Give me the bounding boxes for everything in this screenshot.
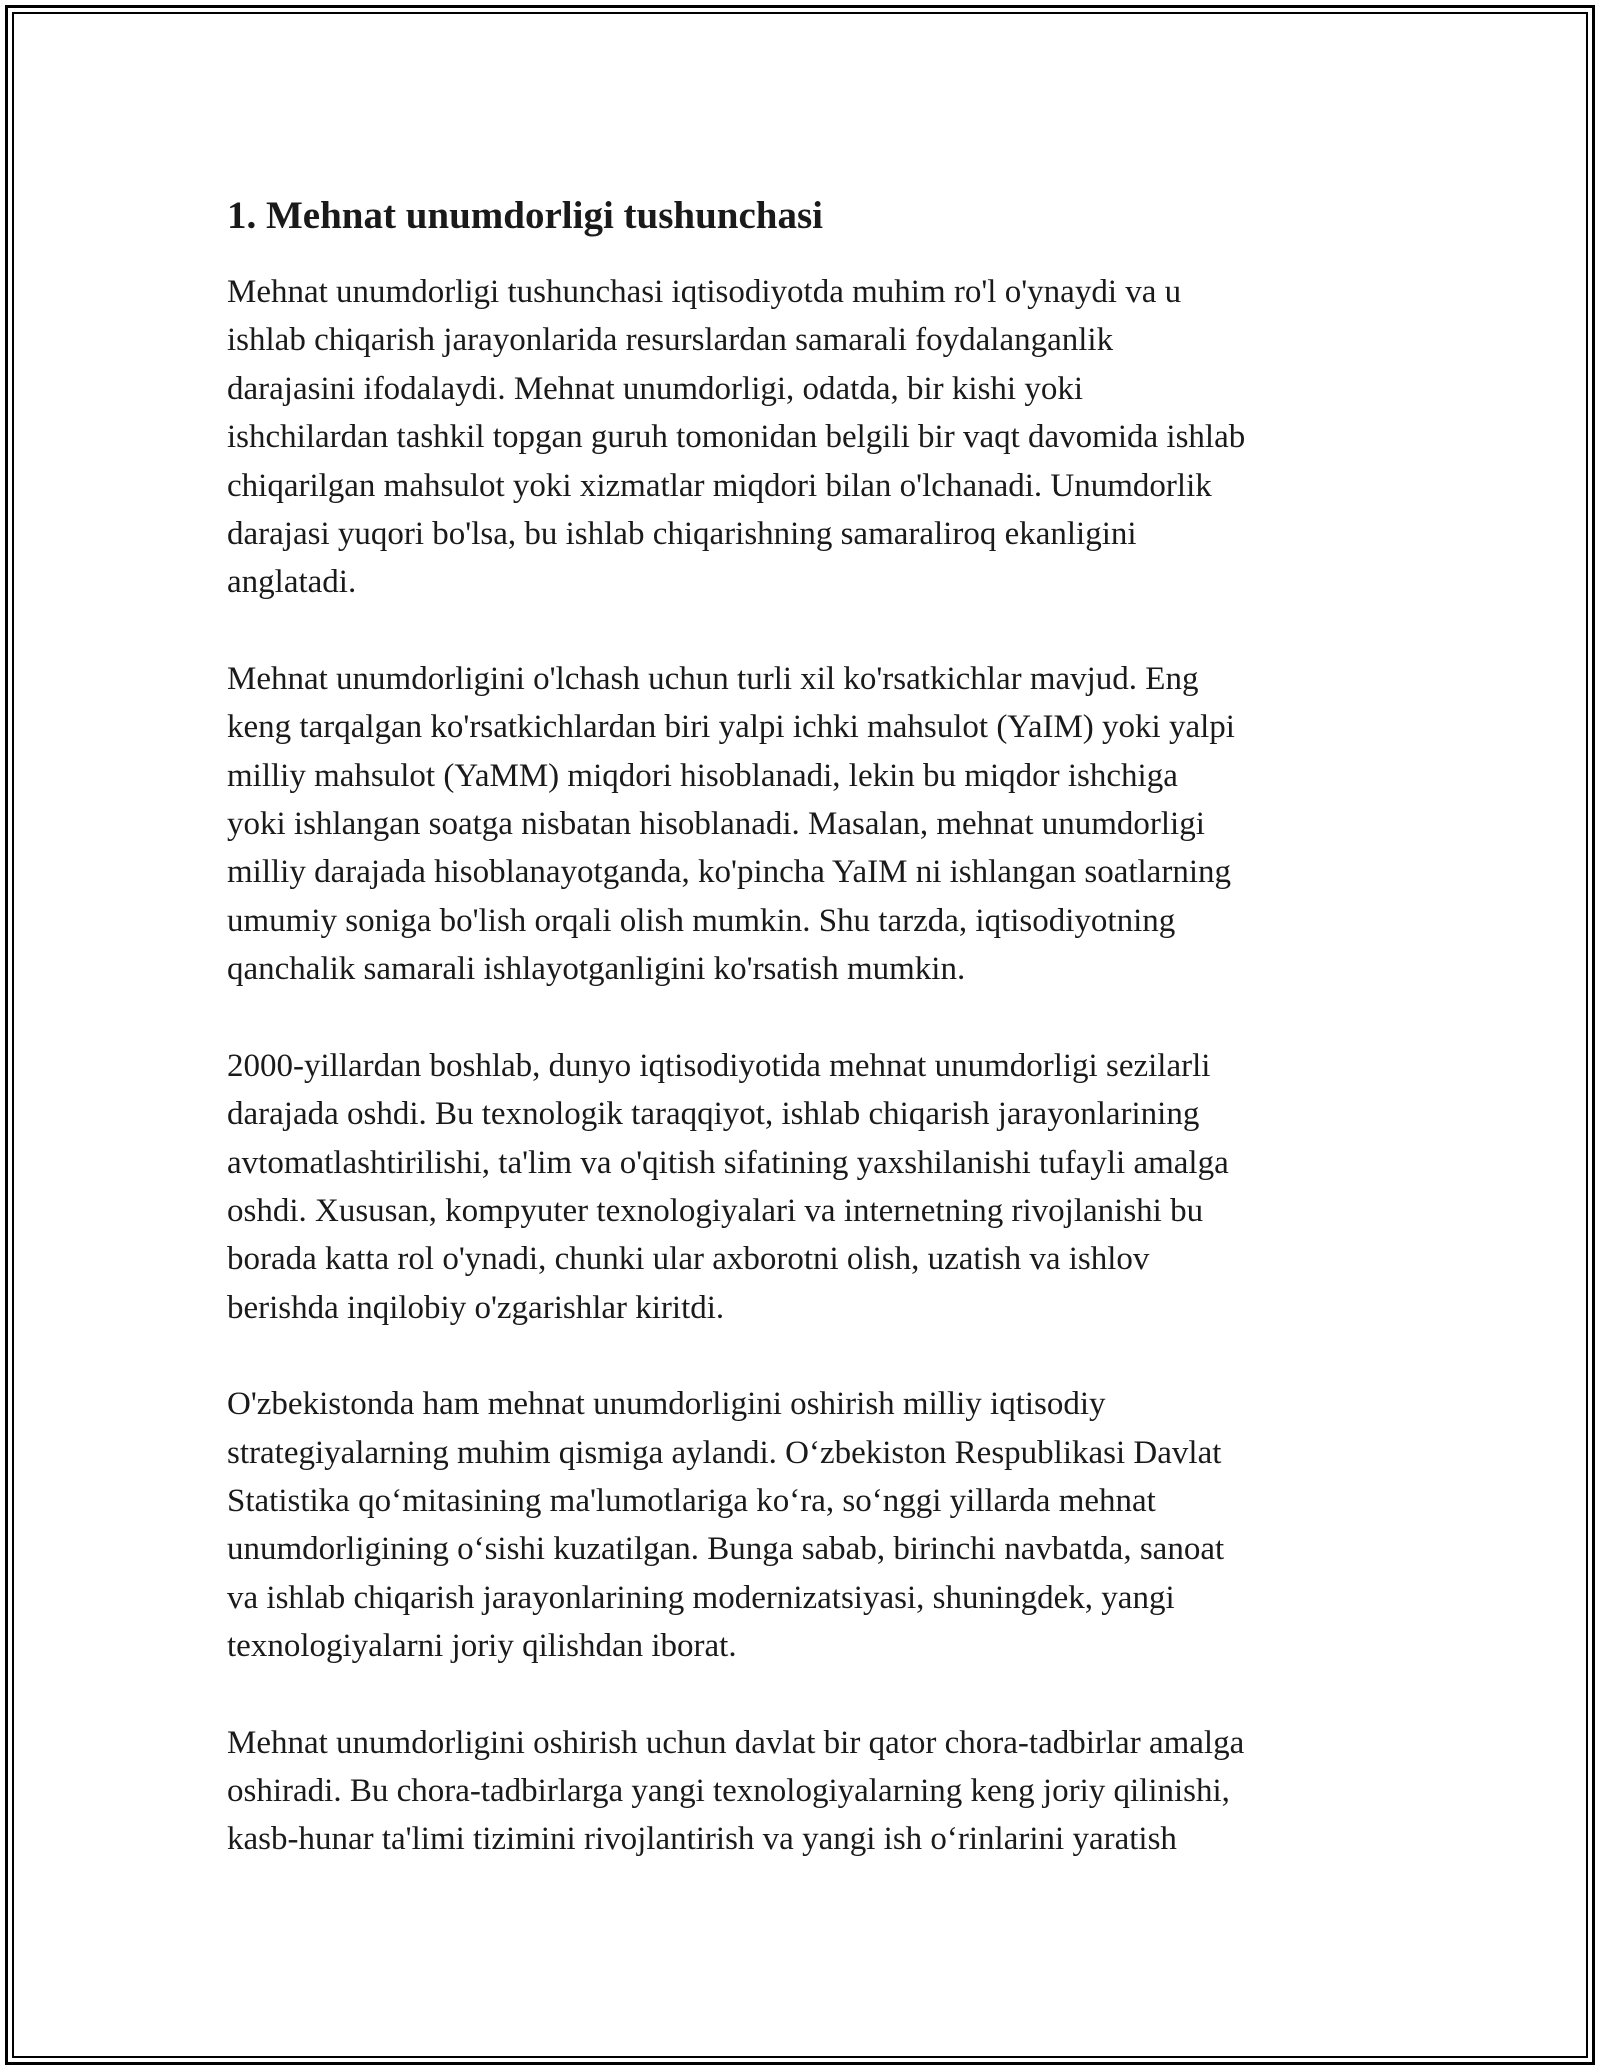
text-line: darajasi yuqori bo'lsa, bu ishlab chiqarishning samaraliroq ekanligini — [227, 516, 1137, 553]
text-line: darajada oshdi. Bu texnologik taraqqiyot, ishlab chiqarish jarayonlarining — [227, 1096, 1200, 1133]
text-line: 2000-yillardan boshlab, dunyo iqtisodiyotida mehnat unumdorligi sezilarli — [227, 1047, 1211, 1084]
text-line: milliy darajada hisoblanayotganda, ko'pincha YaIM ni ishlangan soatlarning — [227, 854, 1231, 891]
text-line: Mehnat unumdorligini o'lchash uchun turli xil ko'rsatkichlar mavjud. Eng — [227, 660, 1199, 697]
text-line: yoki ishlangan soatga nisbatan hisoblanadi. Masalan, mehnat unumdorligi — [227, 806, 1205, 843]
text-line: avtomatlashtirilishi, ta'lim va o'qitish sifatining yaxshilanishi tufayli amalga — [227, 1144, 1229, 1181]
text-line: Statistika qo‘mitasining ma'lumotlariga ko‘ra, so‘nggi yillarda mehnat — [227, 1482, 1156, 1519]
text-line: va ishlab chiqarish jarayonlarining modernizatsiyasi, shuningdek, yangi — [227, 1579, 1175, 1616]
text-line: anglatadi. — [227, 564, 357, 601]
text-line: kasb-hunar ta'limi tizimini rivojlantirish va yangi ish o‘rinlarini yaratish — [227, 1821, 1177, 1858]
paragraph-1 — [227, 268, 1387, 607]
section-heading: 1. Mehnat unumdorligi tushunchasi — [227, 194, 823, 237]
text-line: borada katta rol o'ynadi, chunki ular axborotni olish, uzatish va ishlov — [227, 1241, 1150, 1278]
text-line: unumdorligining o‘sishi kuzatilgan. Bunga sabab, birinchi navbatda, sanoat — [227, 1531, 1225, 1568]
text-line: ishlab chiqarish jarayonlarida resurslardan samarali foydalanganlik — [227, 322, 1114, 359]
text-line: ishchilardan tashkil topgan guruh tomonidan belgili bir vaqt davomida ishlab — [227, 419, 1246, 456]
paragraph-2 — [227, 655, 1387, 994]
text-line: oshiradi. Bu chora-tadbirlarga yangi texnologiyalarning keng joriy qilinishi, — [227, 1772, 1230, 1809]
text-line: keng tarqalgan ko'rsatkichlardan biri yalpi ichki mahsulot (YaIM) yoki yalpi — [227, 709, 1235, 746]
text-line: qanchalik samarali ishlayotganligini ko'rsatish mumkin. — [227, 951, 966, 988]
document-body — [227, 183, 1387, 1912]
paragraph-5 — [227, 1719, 1387, 1864]
text-line: Mehnat unumdorligi tushunchasi iqtisodiyotda muhim ro'l o'ynaydi va u — [227, 274, 1182, 310]
text-line: milliy mahsulot (YaMM) miqdori hisoblanadi, lekin bu miqdor ishchiga — [227, 757, 1178, 794]
text-line: umumiy soniga bo'lish orqali olish mumkin. Shu tarzda, iqtisodiyotning — [227, 902, 1176, 939]
text-line: berishda inqilobiy o'zgarishlar kiritdi. — [227, 1289, 725, 1326]
text-line: chiqarilgan mahsulot yoki xizmatlar miqdori bilan o'lchanadi. Unumdorlik — [227, 467, 1212, 504]
text-line: strategiyalarning muhim qismiga aylandi. O‘zbekiston Respublikasi Davlat — [227, 1434, 1222, 1471]
text-line: O'zbekistonda ham mehnat unumdorligini oshirish milliy iqtisodiy — [227, 1386, 1106, 1423]
text-line: oshdi. Xususan, kompyuter texnologiyalari va internetning rivojlanishi bu — [227, 1192, 1204, 1229]
text-line: texnologiyalarni joriy qilishdan iborat. — [227, 1628, 737, 1665]
text-line: Mehnat unumdorligini oshirish uchun davlat bir qator chora-tadbirlar amalga — [227, 1724, 1245, 1761]
text-line: darajasini ifodalaydi. Mehnat unumdorligi, odatda, bir kishi yoki — [227, 370, 1084, 407]
paragraph-4 — [227, 1380, 1387, 1670]
paragraph-3 — [227, 1042, 1387, 1332]
